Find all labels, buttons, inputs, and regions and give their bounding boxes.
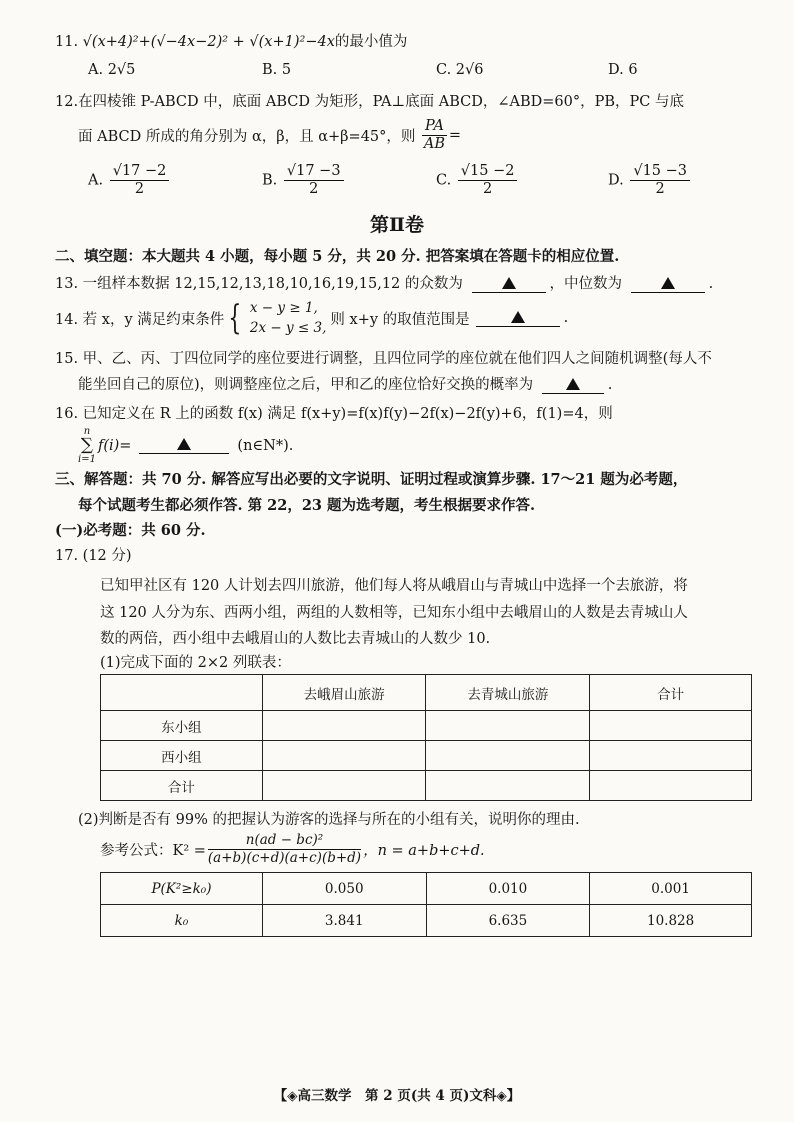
table-row (101, 873, 752, 905)
q11-option-b: B. 5 (262, 62, 292, 78)
table-header-cell: 去青城山旅游 (426, 675, 590, 711)
q13: 13. 一组样本数据 12,15,12,13,18,10,16,19,15,12 的众数为 ，中位数为 . (55, 276, 714, 292)
q12-option-d: D. $\frac{√15 -3}{2}$ (608, 163, 692, 198)
table-row-label: 西小组 (101, 741, 263, 771)
q13-answer-blank-1[interactable] (472, 276, 546, 293)
table-row-label: 合计 (101, 771, 263, 801)
q12-ratio: $\frac{PA}{AB}$ (423, 118, 446, 152)
q17-part2: (2)判断是否有 99% 的把握认为游客的选择与所在的小组有关，说明你的理由. (78, 812, 580, 828)
table-answer-cell[interactable] (426, 771, 590, 801)
table-cell (101, 675, 263, 711)
q12-option-c: C. $\frac{√15 -2}{2}$ (436, 163, 519, 198)
table-row-label: k₀ (101, 905, 263, 937)
table-cell: 0.050 (262, 873, 426, 905)
q17-paragraph-2: 这 120 人分为东、西两小组，两组的人数相等，已知东小组中去峨眉山的人数是去青城山人 (100, 605, 688, 621)
q16-line2: n ∑ i=1 f(i)= (n∈N*). (78, 426, 294, 465)
table-answer-cell[interactable] (590, 771, 752, 801)
section-title: 第Ⅱ卷 (369, 214, 424, 236)
triangle-icon (661, 277, 675, 289)
reference-formula: 参考公式：K² = $\frac{\text{n(ad − bc)²}}{(a+b)(c+d)(a+c)(b+d)}$ ，n = a+b+c+d. (100, 832, 485, 866)
q14-constraints: x − y ≥ 1, 2x − y ≤ 3, (249, 300, 327, 336)
q15-answer-blank[interactable] (542, 377, 604, 394)
table-answer-cell[interactable] (262, 771, 426, 801)
formula-fraction: $\frac{\text{n(ad − bc)²}}{(a+b)(c+d)(a+c)(b+d)}$ (207, 832, 362, 866)
table-row (101, 905, 752, 937)
contingency-table (100, 674, 752, 801)
table-row (101, 675, 752, 711)
table-answer-cell[interactable] (262, 741, 426, 771)
solve-header-line1: 三、解答题：共 70 分. 解答应写出必要的文字说明、证明过程或演算步骤. 17～21 题为必考题， (55, 471, 688, 488)
table-answer-cell[interactable] (426, 711, 590, 741)
table-answer-cell[interactable] (590, 741, 752, 771)
table-cell: 10.828 (590, 905, 752, 937)
table-answer-cell[interactable] (262, 711, 426, 741)
brace-icon: { (228, 298, 242, 338)
q15-line1: 15. 甲、乙、丙、丁四位同学的座位要进行调整，且四位同学的座位就在他们四人之间随机调整(每人不 (55, 351, 712, 367)
q16-answer-blank[interactable] (139, 437, 229, 454)
fill-header: 二、填空题：本大题共 4 小题，每小题 5 分，共 20 分. 把答案填在答题卡的相应位置. (55, 248, 620, 265)
required-header: (一)必考题：共 60 分. (55, 522, 206, 539)
q13-answer-blank-2[interactable] (631, 276, 705, 293)
table-cell: 0.001 (590, 873, 752, 905)
q17-paragraph-1: 已知甲社区有 120 人计划去四川旅游，他们每人将从峨眉山与青城山中选择一个去旅游，将 (100, 578, 688, 594)
table-header-cell: 合计 (590, 675, 752, 711)
q12-line1: 12.在四棱锥 P-ABCD 中，底面 ABCD 为矩形，PA⊥底面 ABCD，∠ABD=60°，PB，PC 与底 (55, 94, 684, 110)
q15-line2: 能坐回自己的原位)，则调整座位之后，甲和乙的座位恰好交换的概率为 . (78, 377, 613, 393)
solve-header-line2: 每个试题考生都必须作答. 第 22，23 题为选考题，考生根据要求作答. (78, 497, 536, 514)
table-cell: 3.841 (262, 905, 426, 937)
q14-answer-blank[interactable] (476, 310, 560, 327)
page-footer: 【◈高三数学 第 2 页(共 4 页)文科◈】 (273, 1088, 521, 1104)
triangle-icon (502, 277, 516, 289)
sum-icon: n ∑ i=1 (78, 426, 96, 465)
triangle-icon (566, 378, 580, 390)
table-header-cell: 去峨眉山旅游 (262, 675, 426, 711)
table-row (101, 771, 752, 801)
q11-option-d: D. 6 (608, 62, 638, 78)
q16-line1: 16. 已知定义在 R 上的函数 f(x) 满足 f(x+y)=f(x)f(y)−2f(x)−2f(y)+6，f(1)=4，则 (55, 406, 613, 422)
q12-option-a: A. $\frac{√17 -2}{2}$ (88, 163, 171, 198)
q17-paragraph-3: 数的两倍，西小组中去峨眉山的人数比去青城山的人数少 10. (100, 631, 491, 647)
table-row-label: 东小组 (101, 711, 263, 741)
q14: 14. 若 x，y 满足约束条件 { x − y ≥ 1, 2x − y ≤ 3, 则 x+y 的取值范围是 . (55, 298, 569, 338)
q17-title: 17. (12 分) (55, 548, 132, 564)
q12-option-b: B. $\frac{√17 -3}{2}$ (262, 163, 346, 198)
triangle-icon (511, 311, 525, 323)
table-row (101, 711, 752, 741)
table-row-label: P(K²≥k₀) (101, 873, 263, 905)
q11-option-a: A. 2√5 (88, 62, 136, 78)
q11-expression: √(x+4)²+(√−4x−2)² + √(x+1)²−4x (82, 34, 335, 50)
table-cell: 0.010 (426, 873, 590, 905)
q12-line2: 面 ABCD 所成的角分别为 α，β，且 α+β=45°，则 $\frac{PA}{AB}$ = (78, 118, 462, 152)
table-row (101, 741, 752, 771)
critical-value-table (100, 872, 752, 937)
table-answer-cell[interactable] (590, 711, 752, 741)
table-cell: 6.635 (426, 905, 590, 937)
table-answer-cell[interactable] (426, 741, 590, 771)
triangle-icon (177, 438, 191, 450)
q11-stem: 11. √(x+4)²+(√−4x−2)² + √(x+1)²−4x的最小值为 (55, 34, 408, 50)
q17-part1: (1)完成下面的 2×2 列联表： (100, 655, 291, 671)
q11-option-c: C. 2√6 (436, 62, 484, 78)
